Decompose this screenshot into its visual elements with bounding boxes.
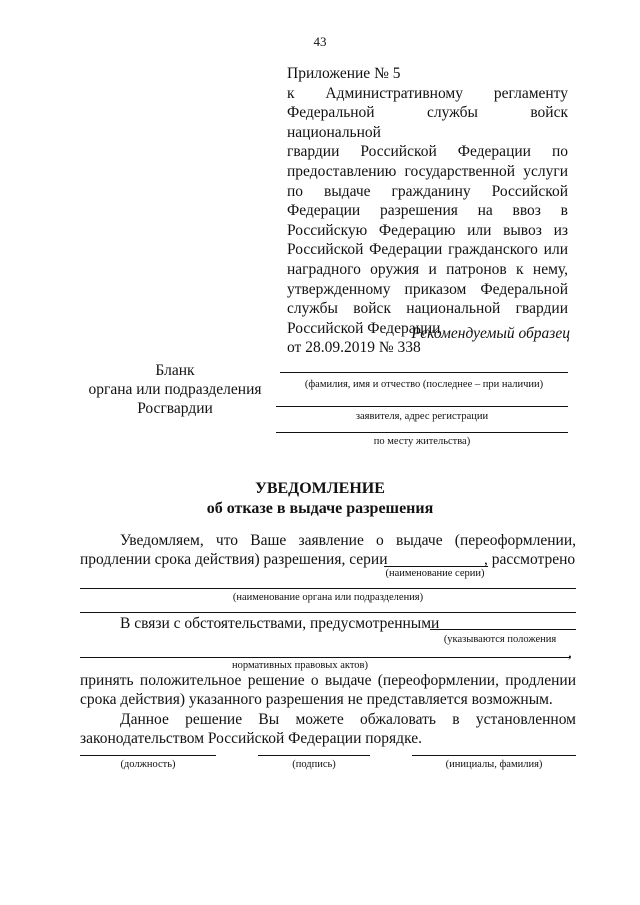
appendix-line: предоставлению государственной услуги [287, 162, 568, 180]
appendix-block [287, 64, 568, 358]
blank-line-3: Росгвардии [137, 400, 213, 417]
org-line [80, 588, 576, 589]
body-p3-line2: срока действия) указанного разрешения не представляется возможным. [80, 691, 553, 708]
residence-caption: по месту жительства) [373, 436, 471, 447]
fio-caption: (фамилия, имя и отчество (последнее – при наличии) [304, 379, 544, 390]
appendix-line: наградного оружия и патронов к нему, [287, 260, 568, 278]
org-line-2 [80, 612, 576, 613]
appendix-line: утвержденному приказом Федеральной [287, 280, 568, 298]
series-line [384, 566, 488, 567]
notice-subtitle: об отказе в выдаче разрешения [206, 500, 434, 517]
series-caption: (наименование серии) [385, 568, 485, 579]
appendix-line: гвардии Российской Федерации по [287, 143, 568, 161]
authority-blank [80, 361, 270, 418]
blank-line-1: Бланк [155, 362, 195, 379]
recommended-sample-label: Рекомендуемый образец [411, 325, 570, 342]
body-p1-line2-b: , рассмотрено [484, 551, 576, 568]
provisions-caption: (указываются положения [443, 634, 557, 645]
appendix-line: Федеральной службы войск национальной [287, 104, 568, 141]
notice-title: УВЕДОМЛЕНИЕ [255, 480, 385, 497]
name-line [412, 755, 576, 756]
body-p2-comma: , [568, 644, 572, 661]
appendix-date: от 28.09.2019 № 338 [287, 339, 421, 357]
position-caption: (должность) [120, 759, 176, 770]
position-line [80, 755, 216, 756]
appendix-title: Приложение № 5 [287, 65, 401, 82]
provisions-line [430, 629, 576, 630]
appendix-line: Российской Федерации гражданского или [287, 241, 568, 259]
appendix-line: по выдаче гражданину Российской [287, 182, 568, 200]
address-caption: заявителя, адрес регистрации [355, 411, 489, 422]
appendix-last-line: Российской Федерации [287, 319, 441, 337]
body-p2-line1: В связи с обстоятельствами, предусмотренными [120, 615, 440, 632]
sign-line [258, 755, 370, 756]
page-number: 43 [313, 34, 327, 49]
appendix-line: Российскую Федерацию или вывоз из [287, 221, 568, 239]
body-p1-line1: Уведомляем, что Ваше заявление о выдаче (переоформлении, [120, 532, 576, 549]
body-p3-line1: принять положительное решение о выдаче (переоформлении, продлении [80, 672, 576, 689]
blank-line-2: органа или подразделения [88, 381, 262, 398]
residence-line [276, 432, 568, 433]
npa-caption: нормативных правовых актов) [232, 660, 368, 671]
sign-caption: (подпись) [292, 759, 336, 770]
name-caption: (инициалы, фамилия) [445, 759, 543, 770]
appendix-line: к Административному регламенту [287, 84, 568, 102]
address-line [276, 406, 568, 407]
fio-line [280, 372, 568, 373]
body-p4-line2: законодательством Российской Федерации порядке. [80, 730, 422, 747]
body-p4-line1: Данное решение Вы можете обжаловать в установленном [120, 711, 576, 728]
org-caption: (наименование органа или подразделения) [232, 592, 424, 603]
npa-line [80, 657, 570, 658]
appendix-lines [287, 84, 568, 319]
body-p1-line2-a: продлении срока действия) разрешения, серии [80, 551, 388, 568]
appendix-line: Федерации разрешения на ввоз в [287, 202, 568, 220]
appendix-line: службы войск национальной гвардии [287, 300, 568, 318]
